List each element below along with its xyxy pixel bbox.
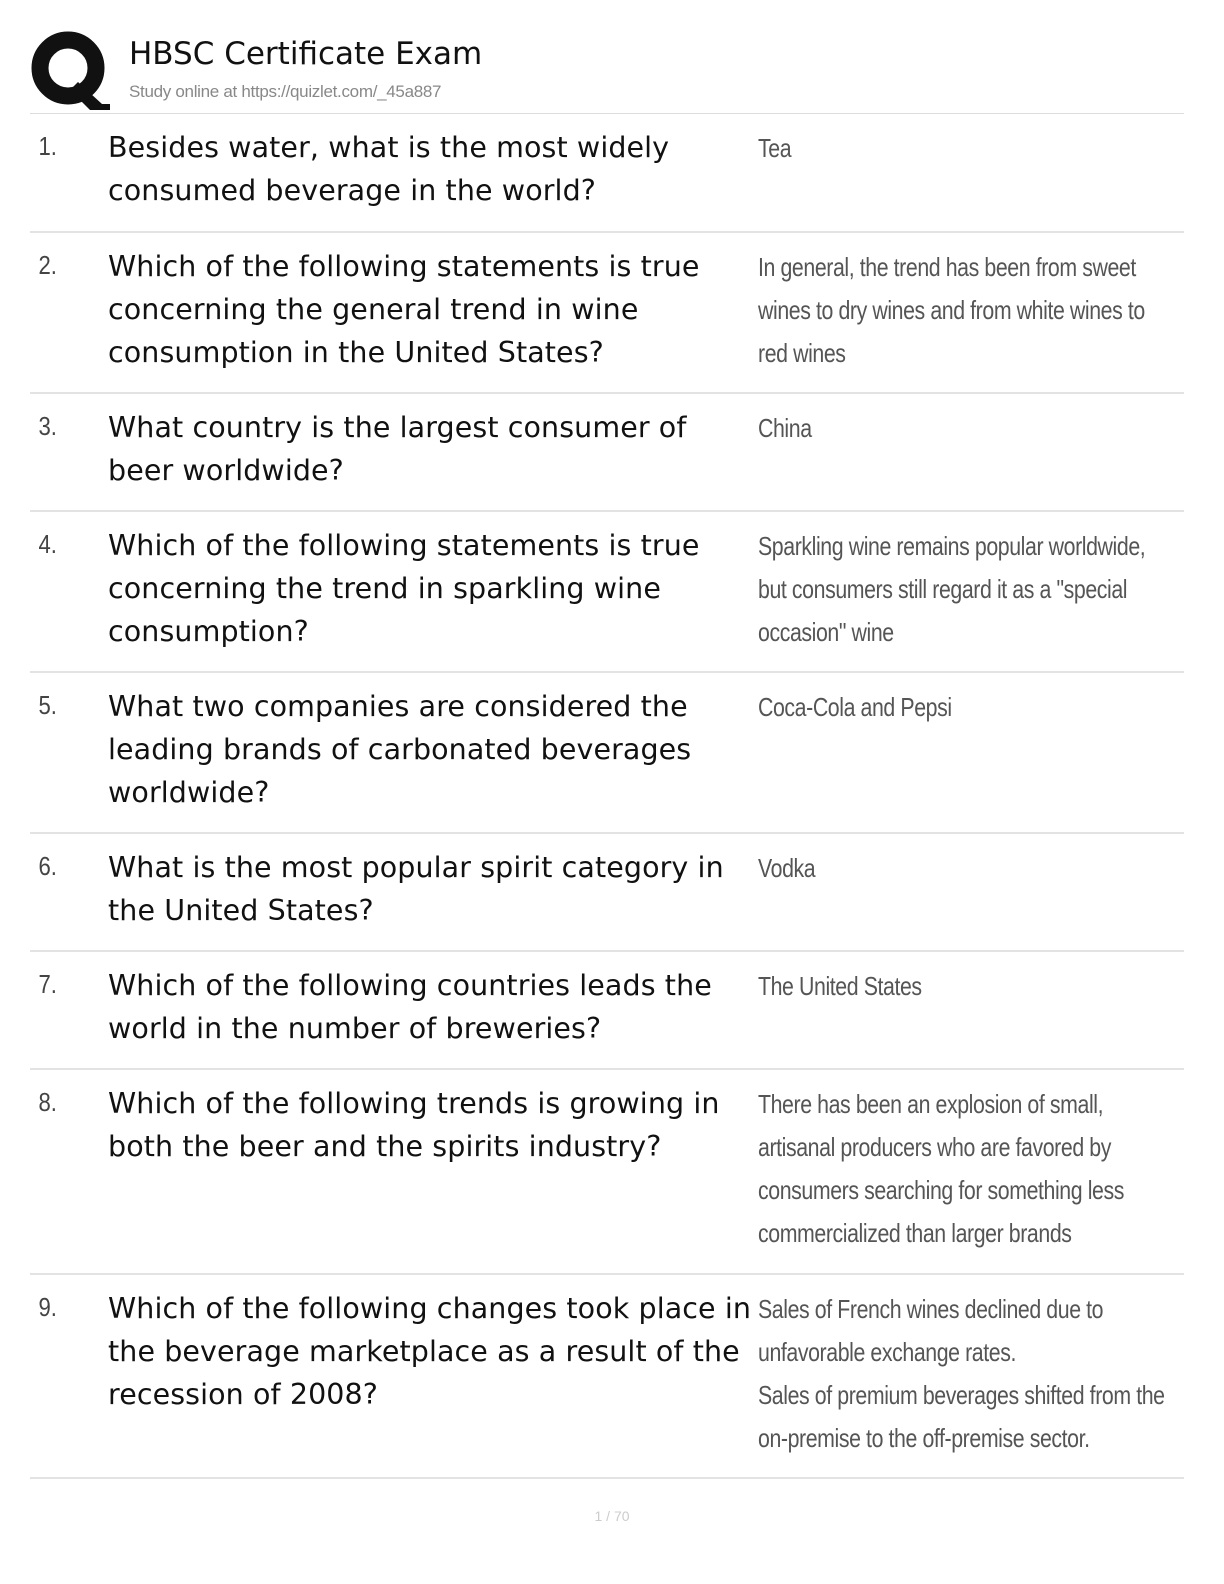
answer-text: Vodka — [758, 853, 816, 883]
answer-text: In general, the trend has been from sweet wines to dry wines and from white wines to red wines — [758, 252, 1145, 368]
list-item — [30, 673, 1184, 834]
answer-text-wrap — [758, 394, 1224, 510]
answer-text: Sales of French wines declined due to unfavorable exchange rates. Sales of premium beverages shifted from the on-premise to the off-premise sector. — [758, 1294, 1165, 1453]
page-title: HBSC Certificate Exam — [129, 36, 483, 72]
answer-text: China — [758, 413, 812, 443]
list-item — [30, 1275, 1184, 1479]
question-text: What is the most popular spirit category in the United States? — [108, 851, 724, 927]
question-text: Which of the following countries leads the world in the number of breweries? — [108, 969, 712, 1045]
question-text: Which of the following changes took place in the beverage marketplace as a result of the recession of 2008? — [108, 1292, 752, 1411]
quizlet-q-logo-icon — [30, 30, 110, 110]
study-online-link[interactable]: Study online at https://quizlet.com/_45a887 — [129, 82, 442, 101]
answer-text: The United States — [758, 971, 922, 1001]
answer-text-wrap — [758, 1070, 1224, 1273]
question-number: 6. — [38, 851, 57, 881]
answer-text: Tea — [758, 133, 792, 163]
answer-text: Sparkling wine remains popular worldwide, but consumers still regard it as a "special occasion" wine — [758, 531, 1146, 647]
answer-text-wrap — [758, 1275, 1224, 1477]
answer-text-wrap — [758, 114, 1224, 231]
answer-text: There has been an explosion of small, artisanal producers who are favored by consumers searching for something less commercialized than larger brands — [758, 1089, 1124, 1248]
question-number: 5. — [38, 690, 57, 720]
list-item — [30, 233, 1184, 394]
question-text: Which of the following trends is growing in both the beer and the spirits industry? — [108, 1087, 720, 1163]
list-item — [30, 952, 1184, 1070]
list-item — [30, 394, 1184, 512]
question-list — [30, 114, 1184, 1479]
list-item — [30, 114, 1184, 233]
question-number: 3. — [38, 411, 57, 441]
question-number: 1. — [38, 131, 57, 161]
question-number: 8. — [38, 1087, 57, 1117]
answer-text-wrap — [758, 673, 1224, 832]
question-text: What two companies are considered the leading brands of carbonated beverages worldwide? — [108, 690, 692, 809]
list-item — [30, 512, 1184, 673]
question-number: 7. — [38, 969, 57, 999]
question-text: Which of the following statements is true concerning the general trend in wine consumption in the United States? — [108, 250, 700, 369]
question-number: 2. — [38, 250, 57, 280]
page-number: 1 / 70 — [594, 1508, 630, 1524]
question-text: What country is the largest consumer of beer worldwide? — [108, 411, 687, 487]
question-number: 4. — [38, 529, 57, 559]
answer-text-wrap — [758, 834, 1224, 950]
answer-text-wrap — [758, 952, 1224, 1068]
document-header — [30, 28, 1184, 114]
question-text: Besides water, what is the most widely consumed beverage in the world? — [108, 131, 670, 207]
list-item — [30, 834, 1184, 952]
answer-text-wrap — [758, 512, 1224, 671]
question-number: 9. — [38, 1292, 57, 1322]
answer-text-wrap — [758, 233, 1224, 392]
question-text: Which of the following statements is true concerning the trend in sparkling wine consumption? — [108, 529, 700, 648]
list-item — [30, 1070, 1184, 1275]
answer-text: Coca-Cola and Pepsi — [758, 692, 952, 722]
